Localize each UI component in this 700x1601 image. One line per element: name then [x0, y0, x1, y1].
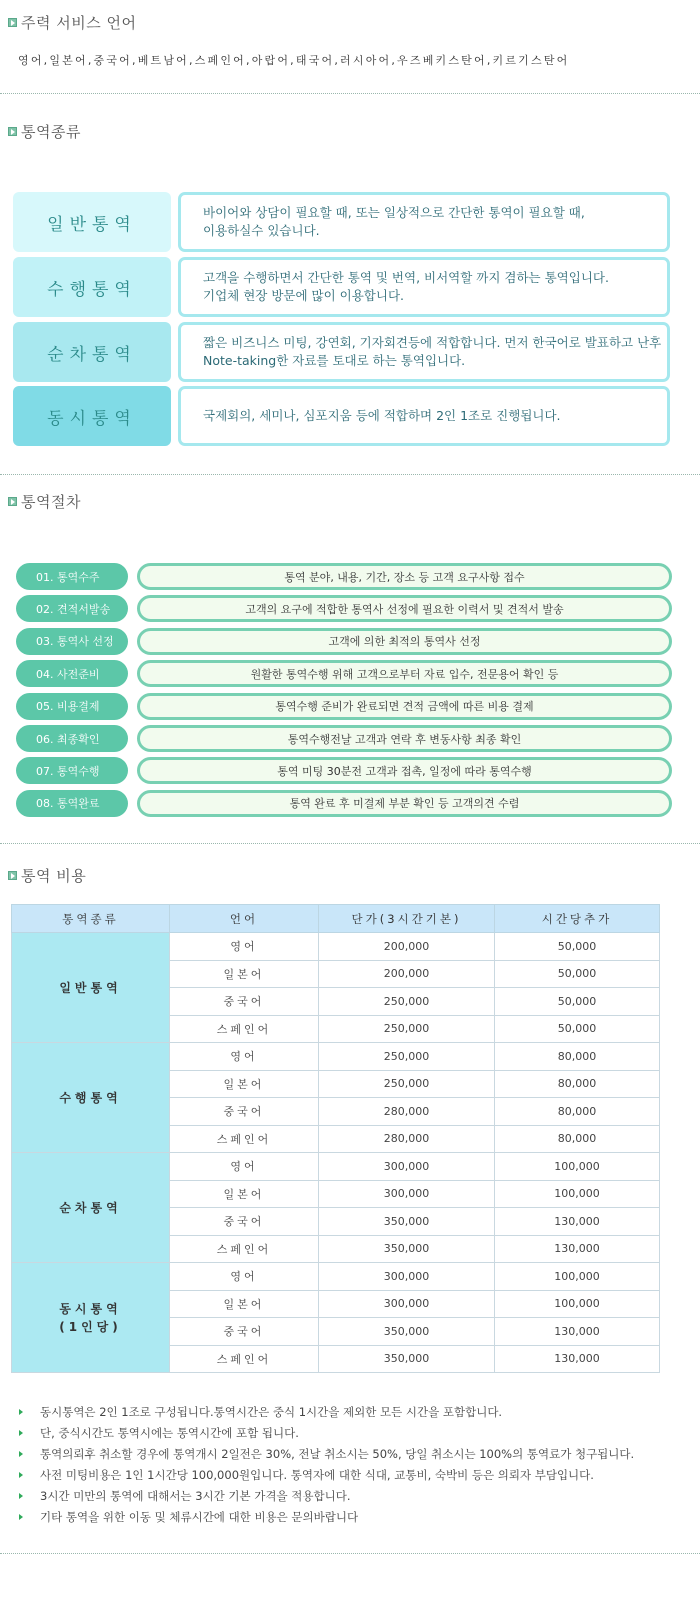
header-type: 통역종류 — [12, 905, 170, 933]
unit-price-cell: 350,000 — [319, 1208, 495, 1236]
table-row — [12, 1153, 660, 1181]
step-label: 04. 사전준비 — [16, 660, 128, 687]
language-cell: 일본어 — [170, 1290, 319, 1318]
language-cell: 중국어 — [170, 1208, 319, 1236]
unit-price-cell: 250,000 — [319, 988, 495, 1016]
type-cell-name: 동시통역 — [59, 1301, 122, 1316]
unit-price-cell: 200,000 — [319, 960, 495, 988]
step-description: 고객에 의한 최적의 통역사 선정 — [137, 628, 672, 655]
section-bullet-icon — [8, 127, 17, 136]
unit-price-cell: 350,000 — [319, 1345, 495, 1373]
type-row — [13, 386, 671, 446]
type-description-text — [203, 334, 661, 370]
unit-price-cell: 280,000 — [319, 1125, 495, 1153]
type-description — [178, 192, 670, 252]
arrow-bullet-icon — [19, 1472, 23, 1478]
type-row — [13, 192, 671, 252]
note-text: 동시통역은 2인 1조로 구성됩니다.통역시간은 중식 1시간을 제외한 모든 시간을 포함합니다. — [40, 1405, 503, 1419]
type-description-line: 고객을 수행하면서 간단한 통역 및 번역, 비서역할 까지 겸하는 통역입니다. — [203, 270, 609, 285]
language-cell: 스페인어 — [170, 1345, 319, 1373]
arrow-bullet-icon — [19, 1514, 23, 1520]
type-label: 동시통역 — [13, 386, 171, 446]
unit-price-cell: 350,000 — [319, 1235, 495, 1263]
notes-list — [16, 1402, 686, 1528]
divider — [0, 1553, 700, 1554]
language-cell: 스페인어 — [170, 1015, 319, 1043]
type-description-line: 국제회의, 세미나, 심포지움 등에 적합하며 2인 1조로 진행됩니다. — [203, 408, 561, 423]
section-title-types — [8, 121, 81, 142]
arrow-bullet-icon — [19, 1493, 23, 1499]
hourly-extra-cell: 130,000 — [495, 1345, 660, 1373]
language-cell: 영어 — [170, 1153, 319, 1181]
section-title-services — [8, 12, 136, 33]
note-text: 3시간 미만의 통역에 대해서는 3시간 기본 가격을 적용합니다. — [40, 1489, 351, 1503]
section-bullet-icon — [8, 18, 17, 27]
type-cell-name: 수행통역 — [59, 1090, 122, 1105]
type-label: 일반통역 — [13, 192, 171, 252]
step-label: 07. 통역수행 — [16, 757, 128, 784]
language-cell: 영어 — [170, 933, 319, 961]
hourly-extra-cell: 50,000 — [495, 988, 660, 1016]
language-cell: 중국어 — [170, 1318, 319, 1346]
type-description — [178, 322, 670, 382]
section-title-procedure — [8, 491, 81, 512]
hourly-extra-cell: 130,000 — [495, 1318, 660, 1346]
language-cell: 일본어 — [170, 960, 319, 988]
note-item — [16, 1465, 686, 1486]
hourly-extra-cell: 130,000 — [495, 1235, 660, 1263]
type-description — [178, 386, 670, 446]
type-description-line: Note-taking한 자료를 토대로 하는 통역입니다. — [203, 353, 466, 368]
arrow-bullet-icon — [19, 1409, 23, 1415]
step-label: 06. 최종확인 — [16, 725, 128, 752]
header-language: 언어 — [170, 905, 319, 933]
step-description: 통역수행 준비가 완료되면 견적 금액에 따른 비용 결제 — [137, 693, 672, 720]
procedure-step — [16, 725, 672, 753]
step-label: 01. 통역수주 — [16, 563, 128, 590]
step-label: 08. 통역완료 — [16, 790, 128, 817]
language-cell: 중국어 — [170, 1098, 319, 1126]
type-description-text — [203, 204, 585, 240]
unit-price-cell: 250,000 — [319, 1043, 495, 1071]
type-cell-name: 일반통역 — [59, 980, 122, 995]
type-cell — [12, 1153, 170, 1263]
note-text: 통역의뢰후 취소할 경우에 통역개시 2일전은 30%, 전날 취소시는 50%, 당일 취소시는 100%의 통역료가 청구됩니다. — [40, 1447, 635, 1461]
type-description-line: 바이어와 상담이 필요할 때, 또는 일상적으로 간단한 통역이 필요할 때, — [203, 205, 585, 220]
type-row — [13, 322, 671, 382]
type-cell-name: 순차통역 — [59, 1200, 122, 1215]
divider — [0, 93, 700, 94]
hourly-extra-cell: 50,000 — [495, 933, 660, 961]
type-label: 수행통역 — [13, 257, 171, 317]
language-cell: 스페인어 — [170, 1125, 319, 1153]
language-cell: 중국어 — [170, 988, 319, 1016]
type-label: 순차통역 — [13, 322, 171, 382]
language-cell: 일본어 — [170, 1070, 319, 1098]
hourly-extra-cell: 80,000 — [495, 1125, 660, 1153]
unit-price-cell: 350,000 — [319, 1318, 495, 1346]
language-cell: 일본어 — [170, 1180, 319, 1208]
type-description — [178, 257, 670, 317]
price-table — [11, 904, 660, 1373]
hourly-extra-cell: 100,000 — [495, 1290, 660, 1318]
type-row — [13, 257, 671, 317]
header-hourly-extra: 시간당추가 — [495, 905, 660, 933]
type-description-text — [203, 269, 609, 305]
unit-price-cell: 250,000 — [319, 1070, 495, 1098]
type-description-line: 짧은 비즈니스 미팅, 강연회, 기자회견등에 적합합니다. 먼저 한국어로 발표하고 난후 — [203, 335, 662, 350]
note-item — [16, 1402, 686, 1423]
hourly-extra-cell: 80,000 — [495, 1098, 660, 1126]
table-row — [12, 1263, 660, 1291]
header-unit-price: 단가(3시간기본) — [319, 905, 495, 933]
step-description: 통역수행전날 고객과 연락 후 변동사항 최종 확인 — [137, 725, 672, 752]
type-description-line: 기업체 현장 방문에 많이 이용합니다. — [203, 288, 404, 303]
unit-price-cell: 300,000 — [319, 1263, 495, 1291]
procedure-step — [16, 628, 672, 656]
table-row — [12, 1043, 660, 1071]
note-item — [16, 1486, 686, 1507]
price-table-header-row — [12, 905, 660, 933]
step-label: 03. 통역사 선정 — [16, 628, 128, 655]
hourly-extra-cell: 130,000 — [495, 1208, 660, 1236]
section-bullet-icon — [8, 871, 17, 880]
language-cell: 스페인어 — [170, 1235, 319, 1263]
procedure-step — [16, 790, 672, 818]
note-item — [16, 1444, 686, 1465]
unit-price-cell: 300,000 — [319, 1180, 495, 1208]
section-title-text: 주력 서비스 언어 — [21, 14, 137, 32]
type-cell-note: (1인당) — [59, 1319, 122, 1334]
note-item — [16, 1507, 686, 1528]
unit-price-cell: 250,000 — [319, 1015, 495, 1043]
step-description: 원활한 통역수행 위해 고객으로부터 자료 입수, 전문용어 확인 등 — [137, 660, 672, 687]
section-bullet-icon — [8, 497, 17, 506]
hourly-extra-cell: 50,000 — [495, 1015, 660, 1043]
section-title-cost — [8, 865, 86, 886]
section-title-text: 통역 비용 — [21, 867, 87, 885]
hourly-extra-cell: 80,000 — [495, 1070, 660, 1098]
unit-price-cell: 200,000 — [319, 933, 495, 961]
step-description: 통역 미팅 30분전 고객과 접촉, 일정에 따라 통역수행 — [137, 757, 672, 784]
hourly-extra-cell: 100,000 — [495, 1263, 660, 1291]
price-table-body — [12, 933, 660, 1373]
section-title-text: 통역종류 — [21, 123, 81, 141]
section-title-text: 통역절차 — [21, 493, 81, 511]
unit-price-cell: 300,000 — [319, 1290, 495, 1318]
type-cell — [12, 1043, 170, 1153]
type-cell — [12, 933, 170, 1043]
divider — [0, 474, 700, 475]
step-description: 고객의 요구에 적합한 통역사 선정에 필요한 이력서 및 견적서 발송 — [137, 595, 672, 622]
procedure-step — [16, 595, 672, 623]
step-label: 05. 비용결제 — [16, 693, 128, 720]
table-row — [12, 933, 660, 961]
procedure-step — [16, 757, 672, 785]
note-text: 단, 중식시간도 통역시에는 통역시간에 포함 됩니다. — [40, 1426, 299, 1440]
step-label: 02. 견적서발송 — [16, 595, 128, 622]
note-item — [16, 1423, 686, 1444]
hourly-extra-cell: 80,000 — [495, 1043, 660, 1071]
note-text: 기타 통역을 위한 이동 및 체류시간에 대한 비용은 문의바랍니다 — [40, 1510, 359, 1524]
procedure-step — [16, 693, 672, 721]
unit-price-cell: 300,000 — [319, 1153, 495, 1181]
language-cell: 영어 — [170, 1043, 319, 1071]
type-description-text — [203, 407, 561, 425]
step-description: 통역 분야, 내용, 기간, 장소 등 고객 요구사항 접수 — [137, 563, 672, 590]
hourly-extra-cell: 100,000 — [495, 1180, 660, 1208]
hourly-extra-cell: 50,000 — [495, 960, 660, 988]
unit-price-cell: 280,000 — [319, 1098, 495, 1126]
procedure-step — [16, 660, 672, 688]
arrow-bullet-icon — [19, 1430, 23, 1436]
type-cell — [12, 1263, 170, 1373]
hourly-extra-cell: 100,000 — [495, 1153, 660, 1181]
language-cell: 영어 — [170, 1263, 319, 1291]
language-list: 영어,일본어,중국어,베트남어,스페인어,아랍어,태국어,러시아어,우즈베키스탄어,키르기스탄어 — [18, 54, 570, 67]
step-description: 통역 완료 후 미결제 부분 확인 등 고객의견 수렴 — [137, 790, 672, 817]
note-text: 사전 미팅비용은 1인 1시간당 100,000원입니다. 통역자에 대한 식대, 교통비, 숙박비 등은 의뢰자 부담입니다. — [40, 1468, 594, 1482]
procedure-step — [16, 563, 672, 591]
divider — [0, 843, 700, 844]
arrow-bullet-icon — [19, 1451, 23, 1457]
type-description-line: 이용하실수 있습니다. — [203, 223, 320, 238]
